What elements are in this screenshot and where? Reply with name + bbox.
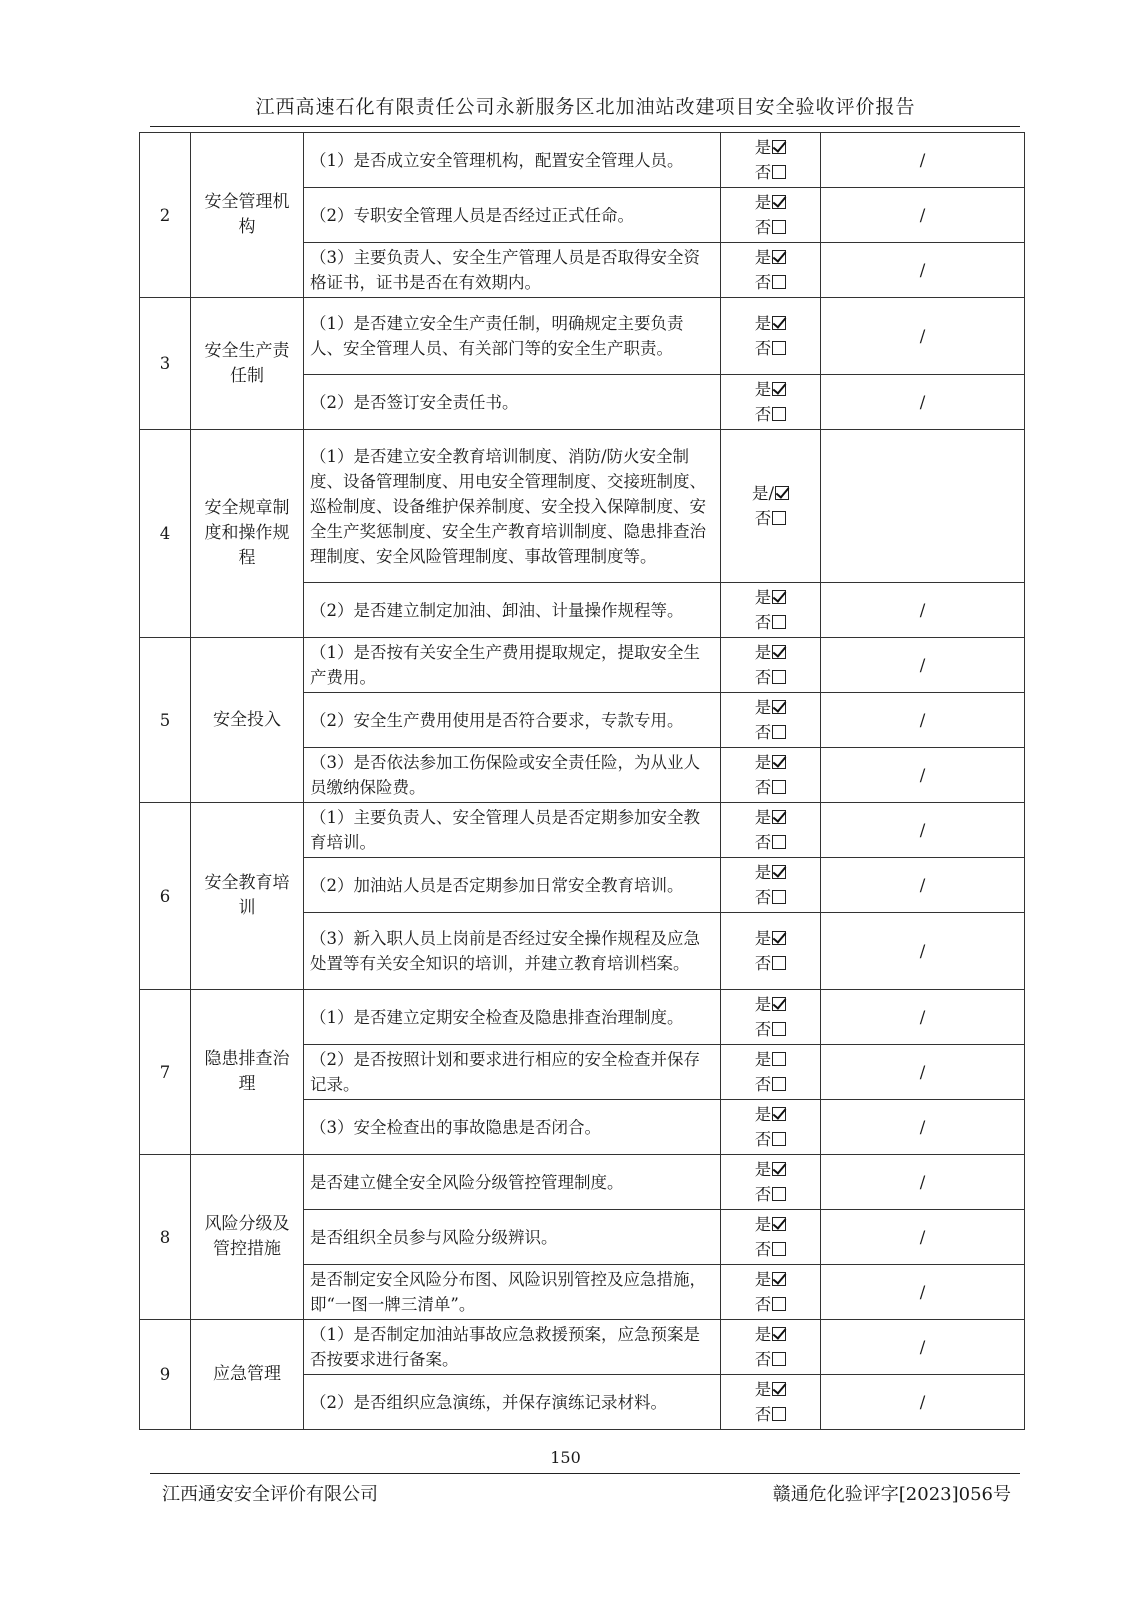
checkbox-icon[interactable] — [772, 220, 786, 234]
check-content: （1）主要负责人、安全管理人员是否定期参加安全教育培训。 — [304, 803, 721, 858]
checkbox-icon[interactable] — [772, 1352, 786, 1366]
remark-cell: / — [821, 1210, 1025, 1265]
check-result — [721, 243, 821, 298]
checkbox-icon[interactable] — [772, 1407, 786, 1421]
no-label: 否 — [754, 405, 772, 424]
yes-label: 是 — [754, 753, 772, 772]
checked-box-icon[interactable] — [772, 195, 786, 209]
no-label: 否 — [754, 613, 772, 632]
remark-cell: / — [821, 1320, 1025, 1375]
remark-cell: / — [821, 133, 1025, 188]
footer-doc-number: 赣通危化验评字[2023]056号 — [772, 1484, 1011, 1505]
no-label: 否 — [754, 954, 772, 973]
check-content: （2）专职安全管理人员是否经过正式任命。 — [304, 188, 721, 243]
no-label: 否 — [754, 668, 772, 687]
check-content: （3）安全检查出的事故隐患是否闭合。 — [304, 1100, 721, 1155]
item-name: 安全规章制度和操作规程 — [191, 430, 304, 638]
no-label: 否 — [754, 888, 772, 907]
no-label: 否 — [754, 1405, 772, 1424]
no-option — [727, 720, 814, 745]
yes-label: 是/ — [751, 484, 775, 503]
check-content: （1）是否建立定期安全检查及隐患排查治理制度。 — [304, 990, 721, 1045]
check-result — [721, 693, 821, 748]
yes-label: 是 — [754, 643, 772, 662]
checked-box-icon[interactable] — [772, 1217, 786, 1231]
yes-option — [727, 1047, 814, 1072]
checked-box-icon[interactable] — [772, 1327, 786, 1341]
yes-label: 是 — [754, 138, 772, 157]
no-label: 否 — [754, 833, 772, 852]
item-number: 9 — [140, 1320, 191, 1430]
check-result — [721, 990, 821, 1045]
checkbox-icon[interactable] — [772, 1077, 786, 1091]
checkbox-icon[interactable] — [772, 956, 786, 970]
checked-box-icon[interactable] — [772, 316, 786, 330]
checked-box-icon[interactable] — [775, 486, 789, 500]
yes-option — [727, 1157, 814, 1182]
item-name: 安全教育培训 — [191, 803, 304, 990]
item-number: 8 — [140, 1155, 191, 1320]
report-title: 江西高速石化有限责任公司永新服务区北加油站改建项目安全验收评价报告 — [255, 96, 916, 118]
check-result — [721, 748, 821, 803]
no-option — [727, 270, 814, 295]
check-result — [721, 1265, 821, 1320]
yes-label: 是 — [754, 314, 772, 333]
no-option — [727, 1237, 814, 1262]
item-number: 5 — [140, 638, 191, 803]
no-option — [727, 402, 814, 427]
checked-box-icon[interactable] — [772, 997, 786, 1011]
no-option — [727, 610, 814, 635]
item-name: 风险分级及管控措施 — [191, 1155, 304, 1320]
no-label: 否 — [754, 273, 772, 292]
remark-cell: / — [821, 913, 1025, 990]
remark-cell: / — [821, 990, 1025, 1045]
remark-cell: / — [821, 1265, 1025, 1320]
check-result — [721, 430, 821, 583]
check-content: （3）主要负责人、安全生产管理人员是否取得安全资格证书，证书是否在有效期内。 — [304, 243, 721, 298]
item-number: 3 — [140, 298, 191, 430]
yes-option — [727, 377, 814, 402]
no-label: 否 — [754, 723, 772, 742]
yes-label: 是 — [754, 1105, 772, 1124]
checked-box-icon[interactable] — [772, 810, 786, 824]
checked-box-icon[interactable] — [772, 1382, 786, 1396]
table-row — [140, 638, 1025, 693]
no-option — [727, 885, 814, 910]
no-option — [727, 506, 814, 531]
table-row — [140, 1320, 1025, 1375]
no-option — [727, 830, 814, 855]
yes-option — [727, 135, 814, 160]
check-result — [721, 858, 821, 913]
checkbox-icon[interactable] — [772, 275, 786, 289]
yes-label: 是 — [754, 929, 772, 948]
yes-option — [727, 805, 814, 830]
yes-option — [727, 1322, 814, 1347]
no-option — [727, 665, 814, 690]
checked-box-icon[interactable] — [772, 865, 786, 879]
remark-cell: / — [821, 298, 1025, 375]
checkbox-icon[interactable] — [772, 1297, 786, 1311]
check-content: （2）是否建立制定加油、卸油、计量操作规程等。 — [304, 583, 721, 638]
remark-cell — [821, 430, 1025, 583]
check-content: （1）是否建立安全生产责任制，明确规定主要负责人、安全管理人员、有关部门等的安全生产职责。 — [304, 298, 721, 375]
item-name: 安全投入 — [191, 638, 304, 803]
check-result — [721, 1375, 821, 1430]
no-label: 否 — [754, 339, 772, 358]
check-content: （3）是否依法参加工伤保险或安全责任险，为从业人员缴纳保险费。 — [304, 748, 721, 803]
checked-box-icon[interactable] — [772, 700, 786, 714]
no-option — [727, 1127, 814, 1152]
checked-box-icon[interactable] — [772, 645, 786, 659]
check-content: 是否建立健全安全风险分级管控管理制度。 — [304, 1155, 721, 1210]
remark-cell: / — [821, 858, 1025, 913]
check-result — [721, 803, 821, 858]
remark-cell: / — [821, 1155, 1025, 1210]
item-name: 应急管理 — [191, 1320, 304, 1430]
yes-option — [727, 190, 814, 215]
no-label: 否 — [754, 1185, 772, 1204]
yes-option — [727, 640, 814, 665]
checked-box-icon[interactable] — [772, 140, 786, 154]
check-result — [721, 1320, 821, 1375]
no-label: 否 — [754, 1295, 772, 1314]
checkbox-icon[interactable] — [772, 615, 786, 629]
yes-label: 是 — [754, 1050, 772, 1069]
remark-cell: / — [821, 748, 1025, 803]
yes-option — [727, 245, 814, 270]
yes-label: 是 — [754, 698, 772, 717]
check-content: （2）加油站人员是否定期参加日常安全教育培训。 — [304, 858, 721, 913]
table-row — [140, 990, 1025, 1045]
check-content: （1）是否成立安全管理机构，配置安全管理人员。 — [304, 133, 721, 188]
yes-label: 是 — [754, 863, 772, 882]
checkbox-icon[interactable] — [772, 1022, 786, 1036]
check-result — [721, 1155, 821, 1210]
checked-box-icon[interactable] — [772, 1162, 786, 1176]
table-row — [140, 133, 1025, 188]
no-label: 否 — [754, 163, 772, 182]
check-content: （2）是否组织应急演练，并保存演练记录材料。 — [304, 1375, 721, 1430]
check-result — [721, 1045, 821, 1100]
no-option — [727, 1182, 814, 1207]
yes-option — [727, 1102, 814, 1127]
checkbox-icon[interactable] — [772, 341, 786, 355]
yes-label: 是 — [754, 1215, 772, 1234]
no-label: 否 — [754, 778, 772, 797]
checkbox-icon[interactable] — [772, 1052, 786, 1066]
checked-box-icon[interactable] — [772, 590, 786, 604]
no-label: 否 — [754, 1240, 772, 1259]
no-label: 否 — [754, 1075, 772, 1094]
table-row — [140, 1155, 1025, 1210]
yes-label: 是 — [754, 1325, 772, 1344]
table-row — [140, 298, 1025, 375]
checkbox-icon[interactable] — [772, 780, 786, 794]
yes-label: 是 — [754, 193, 772, 212]
item-name: 隐患排查治理 — [191, 990, 304, 1155]
check-content: （1）是否按有关安全生产费用提取规定，提取安全生产费用。 — [304, 638, 721, 693]
safety-checklist-table — [139, 132, 1025, 1430]
remark-cell: / — [821, 1045, 1025, 1100]
yes-label: 是 — [754, 1160, 772, 1179]
item-name: 安全生产责任制 — [191, 298, 304, 430]
checkbox-icon[interactable] — [772, 725, 786, 739]
checkbox-icon[interactable] — [772, 1242, 786, 1256]
check-content: 是否制定安全风险分布图、风险识别管控及应急措施，即“一图一牌三清单”。 — [304, 1265, 721, 1320]
item-name: 安全管理机构 — [191, 133, 304, 298]
check-content: （3）新入职人员上岗前是否经过安全操作规程及应急处置等有关安全知识的培训，并建立教育培训档案。 — [304, 913, 721, 990]
yes-label: 是 — [754, 248, 772, 267]
yes-option — [727, 860, 814, 885]
yes-label: 是 — [754, 380, 772, 399]
check-content: （1）是否建立安全教育培训制度、消防/防火安全制度、设备管理制度、用电安全管理制度、交接班制度、巡检制度、设备维护保养制度、安全投入保障制度、安全生产奖惩制度、安全生产教育培训制度、隐患排查治理制度、安全风险管理制度、事故管理制度等。 — [304, 430, 721, 583]
checked-box-icon[interactable] — [772, 382, 786, 396]
no-label: 否 — [754, 509, 772, 528]
yes-label: 是 — [754, 808, 772, 827]
check-content: （2）是否按照计划和要求进行相应的安全检查并保存记录。 — [304, 1045, 721, 1100]
check-result — [721, 913, 821, 990]
check-result — [721, 133, 821, 188]
item-number: 4 — [140, 430, 191, 638]
no-option — [727, 160, 814, 185]
check-content: （1）是否制定加油站事故应急救援预案，应急预案是否按要求进行备案。 — [304, 1320, 721, 1375]
remark-cell: / — [821, 803, 1025, 858]
checkbox-icon[interactable] — [772, 670, 786, 684]
check-result — [721, 638, 821, 693]
checkbox-icon[interactable] — [772, 1132, 786, 1146]
check-content: 是否组织全员参与风险分级辨识。 — [304, 1210, 721, 1265]
item-number: 7 — [140, 990, 191, 1155]
remark-cell: / — [821, 375, 1025, 430]
remark-cell: / — [821, 188, 1025, 243]
item-number: 6 — [140, 803, 191, 990]
table-row — [140, 430, 1025, 583]
yes-option — [727, 926, 814, 951]
checkbox-icon[interactable] — [772, 890, 786, 904]
no-option — [727, 1292, 814, 1317]
no-label: 否 — [754, 1350, 772, 1369]
no-label: 否 — [754, 1130, 772, 1149]
no-option — [727, 1347, 814, 1372]
checked-box-icon[interactable] — [772, 931, 786, 945]
remark-cell: / — [821, 693, 1025, 748]
header-rule — [150, 126, 1020, 127]
checkbox-icon[interactable] — [772, 1187, 786, 1201]
yes-option — [727, 695, 814, 720]
item-number: 2 — [140, 133, 191, 298]
no-option — [727, 336, 814, 361]
checkbox-icon[interactable] — [772, 511, 786, 525]
remark-cell: / — [821, 1375, 1025, 1430]
checkbox-icon[interactable] — [772, 165, 786, 179]
page-number: 150 — [550, 1448, 581, 1467]
no-option — [727, 1402, 814, 1427]
footer-rule — [150, 1473, 1020, 1474]
checked-box-icon[interactable] — [772, 1272, 786, 1286]
check-result — [721, 188, 821, 243]
yes-label: 是 — [754, 1380, 772, 1399]
yes-option — [727, 585, 814, 610]
no-option — [727, 775, 814, 800]
no-option — [727, 215, 814, 240]
yes-label: 是 — [754, 1270, 772, 1289]
checked-box-icon[interactable] — [772, 755, 786, 769]
checked-box-icon[interactable] — [772, 1107, 786, 1121]
yes-option — [727, 992, 814, 1017]
checkbox-icon[interactable] — [772, 835, 786, 849]
yes-label: 是 — [754, 995, 772, 1014]
yes-option — [727, 311, 814, 336]
yes-option — [727, 1267, 814, 1292]
check-result — [721, 583, 821, 638]
remark-cell: / — [821, 638, 1025, 693]
yes-option — [727, 750, 814, 775]
yes-option — [727, 1377, 814, 1402]
yes-option — [727, 1212, 814, 1237]
no-option — [727, 1072, 814, 1097]
check-result — [721, 298, 821, 375]
footer-company: 江西通安安全评价有限公司 — [162, 1484, 378, 1505]
yes-option — [727, 481, 814, 506]
table-row — [140, 803, 1025, 858]
no-label: 否 — [754, 218, 772, 237]
no-label: 否 — [754, 1020, 772, 1039]
no-option — [727, 951, 814, 976]
remark-cell: / — [821, 243, 1025, 298]
remark-cell: / — [821, 1100, 1025, 1155]
checkbox-icon[interactable] — [772, 407, 786, 421]
check-result — [721, 1100, 821, 1155]
yes-label: 是 — [754, 588, 772, 607]
check-content: （2）安全生产费用使用是否符合要求，专款专用。 — [304, 693, 721, 748]
check-result — [721, 375, 821, 430]
check-content: （2）是否签订安全责任书。 — [304, 375, 721, 430]
no-option — [727, 1017, 814, 1042]
check-result — [721, 1210, 821, 1265]
checked-box-icon[interactable] — [772, 250, 786, 264]
remark-cell: / — [821, 583, 1025, 638]
